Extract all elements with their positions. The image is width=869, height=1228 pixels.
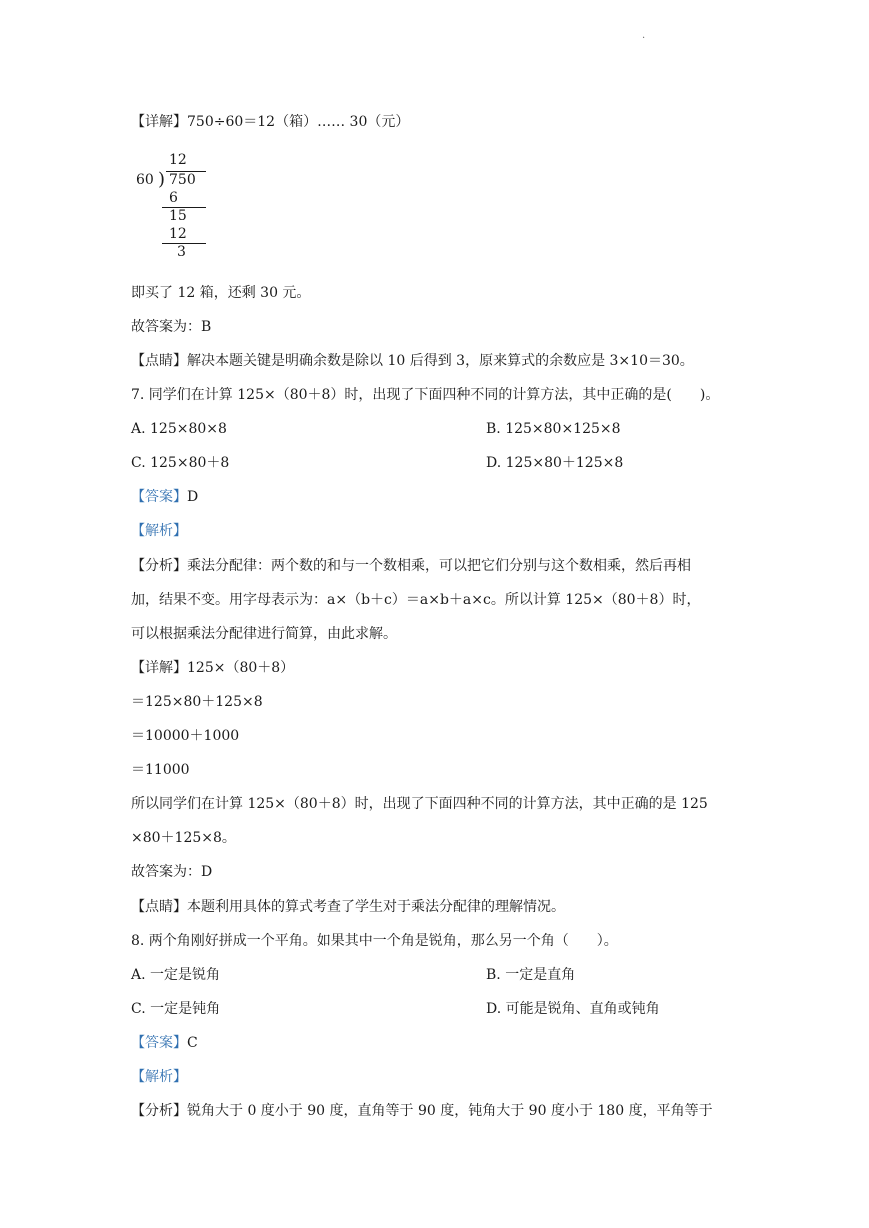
result-line: 即买了 12 箱，还剩 30 元。	[131, 285, 311, 301]
q8-answer	[131, 1033, 198, 1053]
q7-option-b: B. 125×80×125×8	[486, 421, 621, 437]
q7-option-a: A. 125×80×8	[131, 421, 227, 437]
q7-detail-1: 【详解】125×（80＋8）	[131, 660, 295, 676]
q7-comment: 【点睛】本题利用具体的算式考查了学生对于乘法分配律的理解情况。	[131, 899, 565, 915]
q8-answer-value: C	[187, 1035, 198, 1051]
question-7: 7. 同学们在计算 125×（80＋8）时，出现了下面四种不同的计算方法，其中正确的是( )。	[131, 387, 720, 403]
division-quotient: 12	[169, 152, 187, 168]
q8-analysis-tag: 【解析】	[131, 1069, 187, 1085]
q8-answer-tag: 【答案】	[131, 1035, 187, 1051]
q8-option-c: C. 一定是钝角	[131, 1001, 221, 1017]
q7-detail-4: ＝11000	[131, 762, 190, 778]
long-division	[136, 152, 216, 264]
comment-line: 【点睛】解决本题关键是明确余数是除以 10 后得到 3，原来算式的余数应是 3×10＝30。	[131, 353, 694, 369]
q7-final-answer: 故答案为：D	[131, 864, 213, 880]
q8-option-a: A. 一定是锐角	[131, 967, 221, 983]
q7-answer	[131, 487, 198, 507]
q7-detail-6: ×80＋125×8。	[131, 830, 236, 846]
question-8: 8. 两个角刚好拼成一个平角。如果其中一个角是锐角，那么另一个角（ ）。	[131, 933, 618, 949]
page-dot: .	[642, 30, 646, 41]
q7-detail-3: ＝10000＋1000	[131, 728, 240, 744]
division-dividend: 750	[169, 172, 196, 188]
q7-answer-value: D	[187, 489, 199, 505]
q8-option-b: B. 一定是直角	[486, 967, 576, 983]
division-step2: 15	[169, 208, 187, 224]
q7-analysis-3: 可以根据乘法分配律进行简算，由此求解。	[131, 626, 397, 642]
q7-answer-tag: 【答案】	[131, 489, 187, 505]
division-divisor: 60	[136, 172, 154, 188]
q7-detail-5: 所以同学们在计算 125×（80＋8）时，出现了下面四种不同的计算方法，其中正确的是 125	[131, 796, 708, 812]
q7-detail-2: ＝125×80＋125×8	[131, 694, 263, 710]
division-step3: 12	[169, 226, 187, 242]
answer-line: 故答案为：B	[131, 319, 212, 335]
q7-option-c: C. 125×80＋8	[131, 455, 230, 471]
q7-analysis-1: 【分析】乘法分配律：两个数的和与一个数相乘，可以把它们分别与这个数相乘，然后再相	[131, 558, 691, 574]
q7-option-d: D. 125×80＋125×8	[486, 455, 624, 471]
division-bracket: )	[158, 169, 166, 190]
q7-analysis-2: 加，结果不变。用字母表示为：a×（b＋c）＝a×b＋a×c。所以计算 125×（80＋8）时，	[131, 592, 701, 608]
detail-line: 【详解】750÷60＝12（箱）…… 30（元）	[131, 114, 410, 130]
q7-analysis-tag: 【解析】	[131, 523, 187, 539]
division-step1: 6	[169, 190, 178, 206]
q8-option-d: D. 可能是锐角、直角或钝角	[486, 1001, 660, 1017]
q8-analysis-1: 【分析】锐角大于 0 度小于 90 度，直角等于 90 度，钝角大于 90 度小于 180 度，平角等于	[131, 1103, 713, 1119]
division-remainder: 3	[177, 244, 186, 260]
